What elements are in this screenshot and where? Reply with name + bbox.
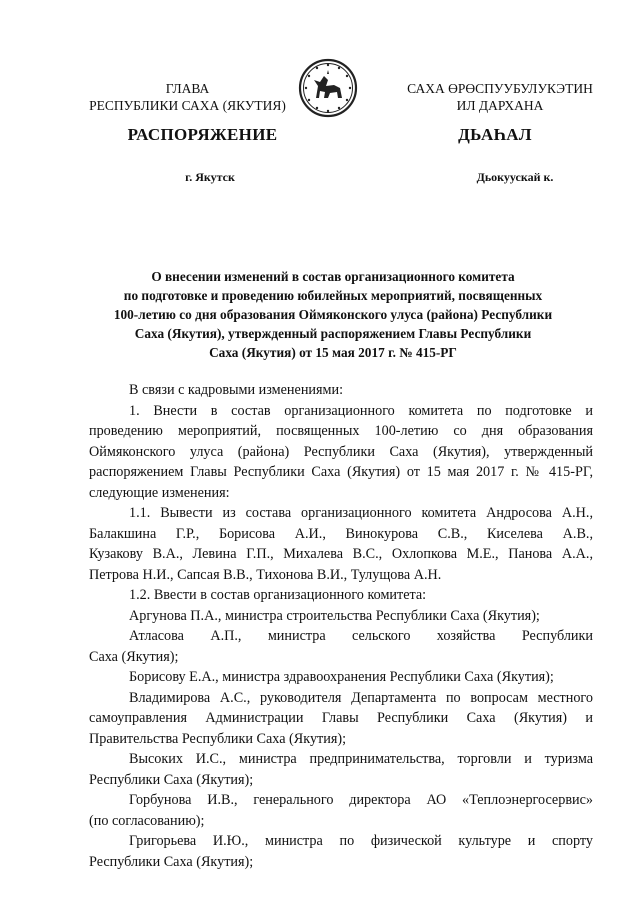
body-line: Правительства Республики Саха (Якутия); [89, 730, 347, 747]
header-authority-ru [60, 80, 315, 114]
body-line: Кузакову В.А., Левина Г.П., Михалева В.С., Охлопкова М.Е., Панова А.А., [89, 546, 593, 562]
body-line: Петрова Н.И., Сапсая В.В., Тихонова В.И., Тулущова А.Н. [89, 566, 442, 583]
document-body [89, 380, 593, 872]
body-line: проведению мероприятий, посвященных 100-летию со дня образования [89, 423, 593, 439]
sakha-republic-emblem-icon [298, 58, 358, 118]
city-ru: г. Якутск [185, 170, 235, 184]
body-line: Высоких И.С., министра предпринимательства, торговли и туризма [129, 751, 593, 767]
body-line: Саха (Якутия); [89, 648, 179, 665]
city-sakha: Дьокуускай к. [476, 170, 554, 184]
body-line: 1.2. Ввести в состав организационного комитета: [129, 587, 427, 603]
body-line: 1.1. Вывести из состава организационного комитета Андросова А.Н., [129, 505, 593, 521]
title-line: О внесении изменений в состав организационного комитета [151, 269, 515, 284]
header-right-line2: ИЛ ДАРХАНА [456, 98, 544, 113]
body-line: (по согласованию); [89, 812, 205, 829]
header-left-line1: ГЛАВА [165, 81, 210, 96]
body-line: Оймяконского улуса (района) Республики Саха (Якутия), утвержденный [89, 443, 593, 460]
body-line: следующие изменения: [89, 484, 230, 501]
body-line: Республики Саха (Якутия); [89, 853, 254, 870]
title-line: по подготовке и проведению юбилейных мероприятий, посвященных [123, 288, 543, 303]
header-left-line2: РЕСПУБЛИКИ САХА (ЯКУТИЯ) [89, 98, 286, 113]
body-line: Григорьева И.Ю., министра по физической культуре и спорту [129, 833, 593, 849]
header-right-line1: САХА ӨРӨСПУУБУЛУКЭТИН [407, 81, 593, 96]
body-line: Атласова А.П., министра сельского хозяйства Республики [129, 628, 593, 644]
body-line: 1. Внести в состав организационного комитета по подготовке и [129, 402, 593, 419]
doc-type-sakha: ДЬАҺАЛ [458, 125, 532, 144]
header-authority-sakha [380, 80, 620, 114]
title-line: Саха (Якутия) от 15 мая 2017 г. № 415-РГ [209, 345, 457, 360]
body-line: Борисову Е.А., министра здравоохранения Республики Саха (Якутия); [129, 669, 554, 685]
doc-type-ru: РАСПОРЯЖЕНИЕ [127, 125, 278, 144]
title-line: 100-летию со дня образования Оймяконского улуса (района) Республики [113, 307, 553, 322]
document-title [88, 267, 578, 362]
body-line: Республики Саха (Якутия); [89, 771, 254, 788]
body-line: Балакшина Г.Р., Борисова А.И., Винокурова С.В., Киселева А.В., [89, 525, 593, 542]
body-line: Горбунова И.В., генерального директора АО «Теплоэнергосервис» [129, 792, 593, 808]
body-line: распоряжением Главы Республики Саха (Якутия) от 15 мая 2017 г. № 415-РГ, [89, 464, 593, 480]
body-line: В связи с кадровыми изменениями: [129, 382, 344, 398]
body-line: Аргунова П.А., министра строительства Республики Саха (Якутия); [129, 607, 540, 624]
body-line: Владимирова А.С., руководителя Департамента по вопросам местного [129, 689, 593, 706]
body-line: самоуправления Администрации Главы Республики Саха (Якутия) и [89, 710, 593, 726]
title-line: Саха (Якутия), утвержденный распоряжением Главы Республики [134, 326, 532, 341]
